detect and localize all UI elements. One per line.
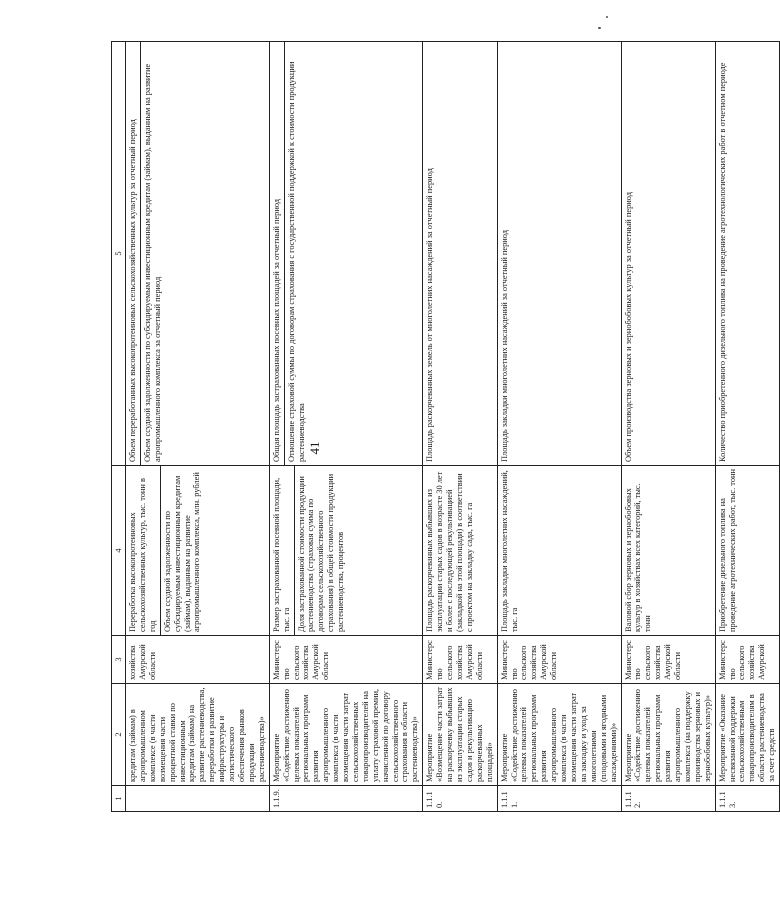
- measure-name: Мероприятие «Оказание несвязанной поддержки сельскохозяйственным товаропроизводителям в области растениеводства за счет средств: [715, 684, 779, 786]
- methods-cell: [269, 42, 423, 466]
- executor: Министерство сельского хозяйства Амурской области: [269, 636, 423, 684]
- page-number: 41: [307, 441, 322, 455]
- measure-name: Мероприятие «Возмещение части затрат на раскорчевку выбывших из эксплуатации старых садов и рекультивацию раскорчеванных площадей»: [423, 684, 497, 786]
- measures-table: [111, 41, 780, 812]
- method: Количество приобретенного дизельного топлива на проведение агротехнологических работ в отчетном периоде: [715, 42, 779, 466]
- row-number: 1.1.11.: [497, 786, 621, 812]
- scan-speck: [606, 16, 608, 18]
- header-col-4: 4: [112, 466, 126, 636]
- method: Объем переработанных высокопротеиновых сельскохозяйственных культур за отчетный период: [126, 42, 141, 465]
- method: Объем ссудной задолженности по субсидируемым инвестиционным кредитам (займам), выданным на развитие агропромышленного комплекса за отчетный период: [142, 63, 162, 462]
- method: Площадь закладки многолетних насаждений за отчетный период: [497, 42, 621, 466]
- indicators-cell: [269, 466, 423, 636]
- header-col-1: 1: [112, 786, 126, 812]
- measure-name: Мероприятие «Содействие достижению целевых показателей региональных программ развития агропромышленного комплекса (в части возмещения части затрат на закладку и уход за многолетними (плодовыми и ягодными насаждениями)»: [497, 684, 621, 786]
- measure-name: Мероприятие «Содействие достижению целевых показателей региональных программ развития агропромышленного комплекса (на поддержку производства зерновых и зернобобовых культур)»: [621, 684, 715, 786]
- method: Отношение страховой суммы по договорам страхования с государственной поддержкой к стоимости продукции растениеводства: [286, 61, 306, 462]
- measure-name: Мероприятие «Содействие достижению целевых показателей региональных программ развития агропромышленного комплекса (в части возмещения части затрат сельскохозяйственных товаропроизводителей на уплату страховой премии, начисленной по договору сельскохозяйственного страхования в области растениеводства)»: [269, 684, 423, 786]
- indicator: Переработка высокопротеиновых сельскохозяйственных культур, тыс. тонн в год: [126, 466, 161, 635]
- table-row: [497, 42, 621, 812]
- indicator: Объем ссудной задолженности по субсидируемым инвестиционным кредитам (займам), выданным на развитие агропромышленного комплекса, млн. рублей: [162, 472, 202, 632]
- executor: хозяйства Амурской области: [126, 636, 270, 684]
- header-col-3: 3: [112, 636, 126, 684]
- row-number: 1.1.10.: [423, 786, 497, 812]
- row-number: 1.1.13.: [715, 786, 779, 812]
- measure-name: кредитам (займам) в агропромышленном комплексе (в части возмещения части процентной ставки по инвестиционным кредитам (займам) на развитие растениеводства, переработки и развитие инфраструктуры и логистического обеспечения рынков продукции растениеводства)»: [126, 684, 270, 786]
- indicators-cell: [126, 466, 270, 636]
- table-row: [269, 42, 423, 812]
- scan-speck: [598, 27, 601, 29]
- method: Общая площадь застрахованных посевных площадей за отчетный период: [270, 42, 285, 465]
- rotated-table-wrapper: [111, 42, 777, 812]
- table-row: [715, 42, 779, 812]
- methods-cell: [126, 42, 270, 466]
- row-number: [126, 786, 270, 812]
- table-header-row: [112, 42, 126, 812]
- table-row: [423, 42, 497, 812]
- indicator: Площадь раскорчеванных выбывших из эксплуатации старых садов в возрасте 30 лет и более с последующей рекультивацией (закладкой на этой площади) в соответствии с проектом на закладку сада, тыс. га: [423, 466, 497, 636]
- indicator: Площадь закладки многолетних насаждений, тыс. га: [497, 466, 621, 636]
- row-number: 1.1.9.: [269, 786, 423, 812]
- executor: Министерство сельского хозяйства Амурской области: [497, 636, 621, 684]
- executor: Министерство сельского хозяйства Амурской области: [621, 636, 715, 684]
- method: Площадь раскорчеванных земель от многолетних насаждений за отчетный период: [423, 42, 497, 466]
- row-number: 1.1.12.: [621, 786, 715, 812]
- executor: Министерство сельского хозяйства Амурской: [715, 636, 779, 684]
- indicator: Приобретение дизельного топлива на проведение агротехнических работ, тыс. тонн: [715, 466, 779, 636]
- method: Объем производства зерновых и зернобобовых культур за отчетный период: [621, 42, 715, 466]
- header-col-5: 5: [112, 42, 126, 466]
- indicator: Доля застрахованной стоимости продукции растениеводства (страховая сумма по договорам сельскохозяйственного страхования) в общей стоимости продукции растениеводства, процентов: [296, 473, 346, 632]
- indicator: Валовой сбор зерновых и зернобобовых культур в хозяйствах всех категорий, тыс. тонн: [621, 466, 715, 636]
- table-row: [621, 42, 715, 812]
- indicator: Размер застрахованной посевной площади, тыс. га: [270, 466, 295, 635]
- header-col-2: 2: [112, 684, 126, 786]
- executor: Министерство сельского хозяйства Амурской области: [423, 636, 497, 684]
- table-row: [126, 42, 270, 812]
